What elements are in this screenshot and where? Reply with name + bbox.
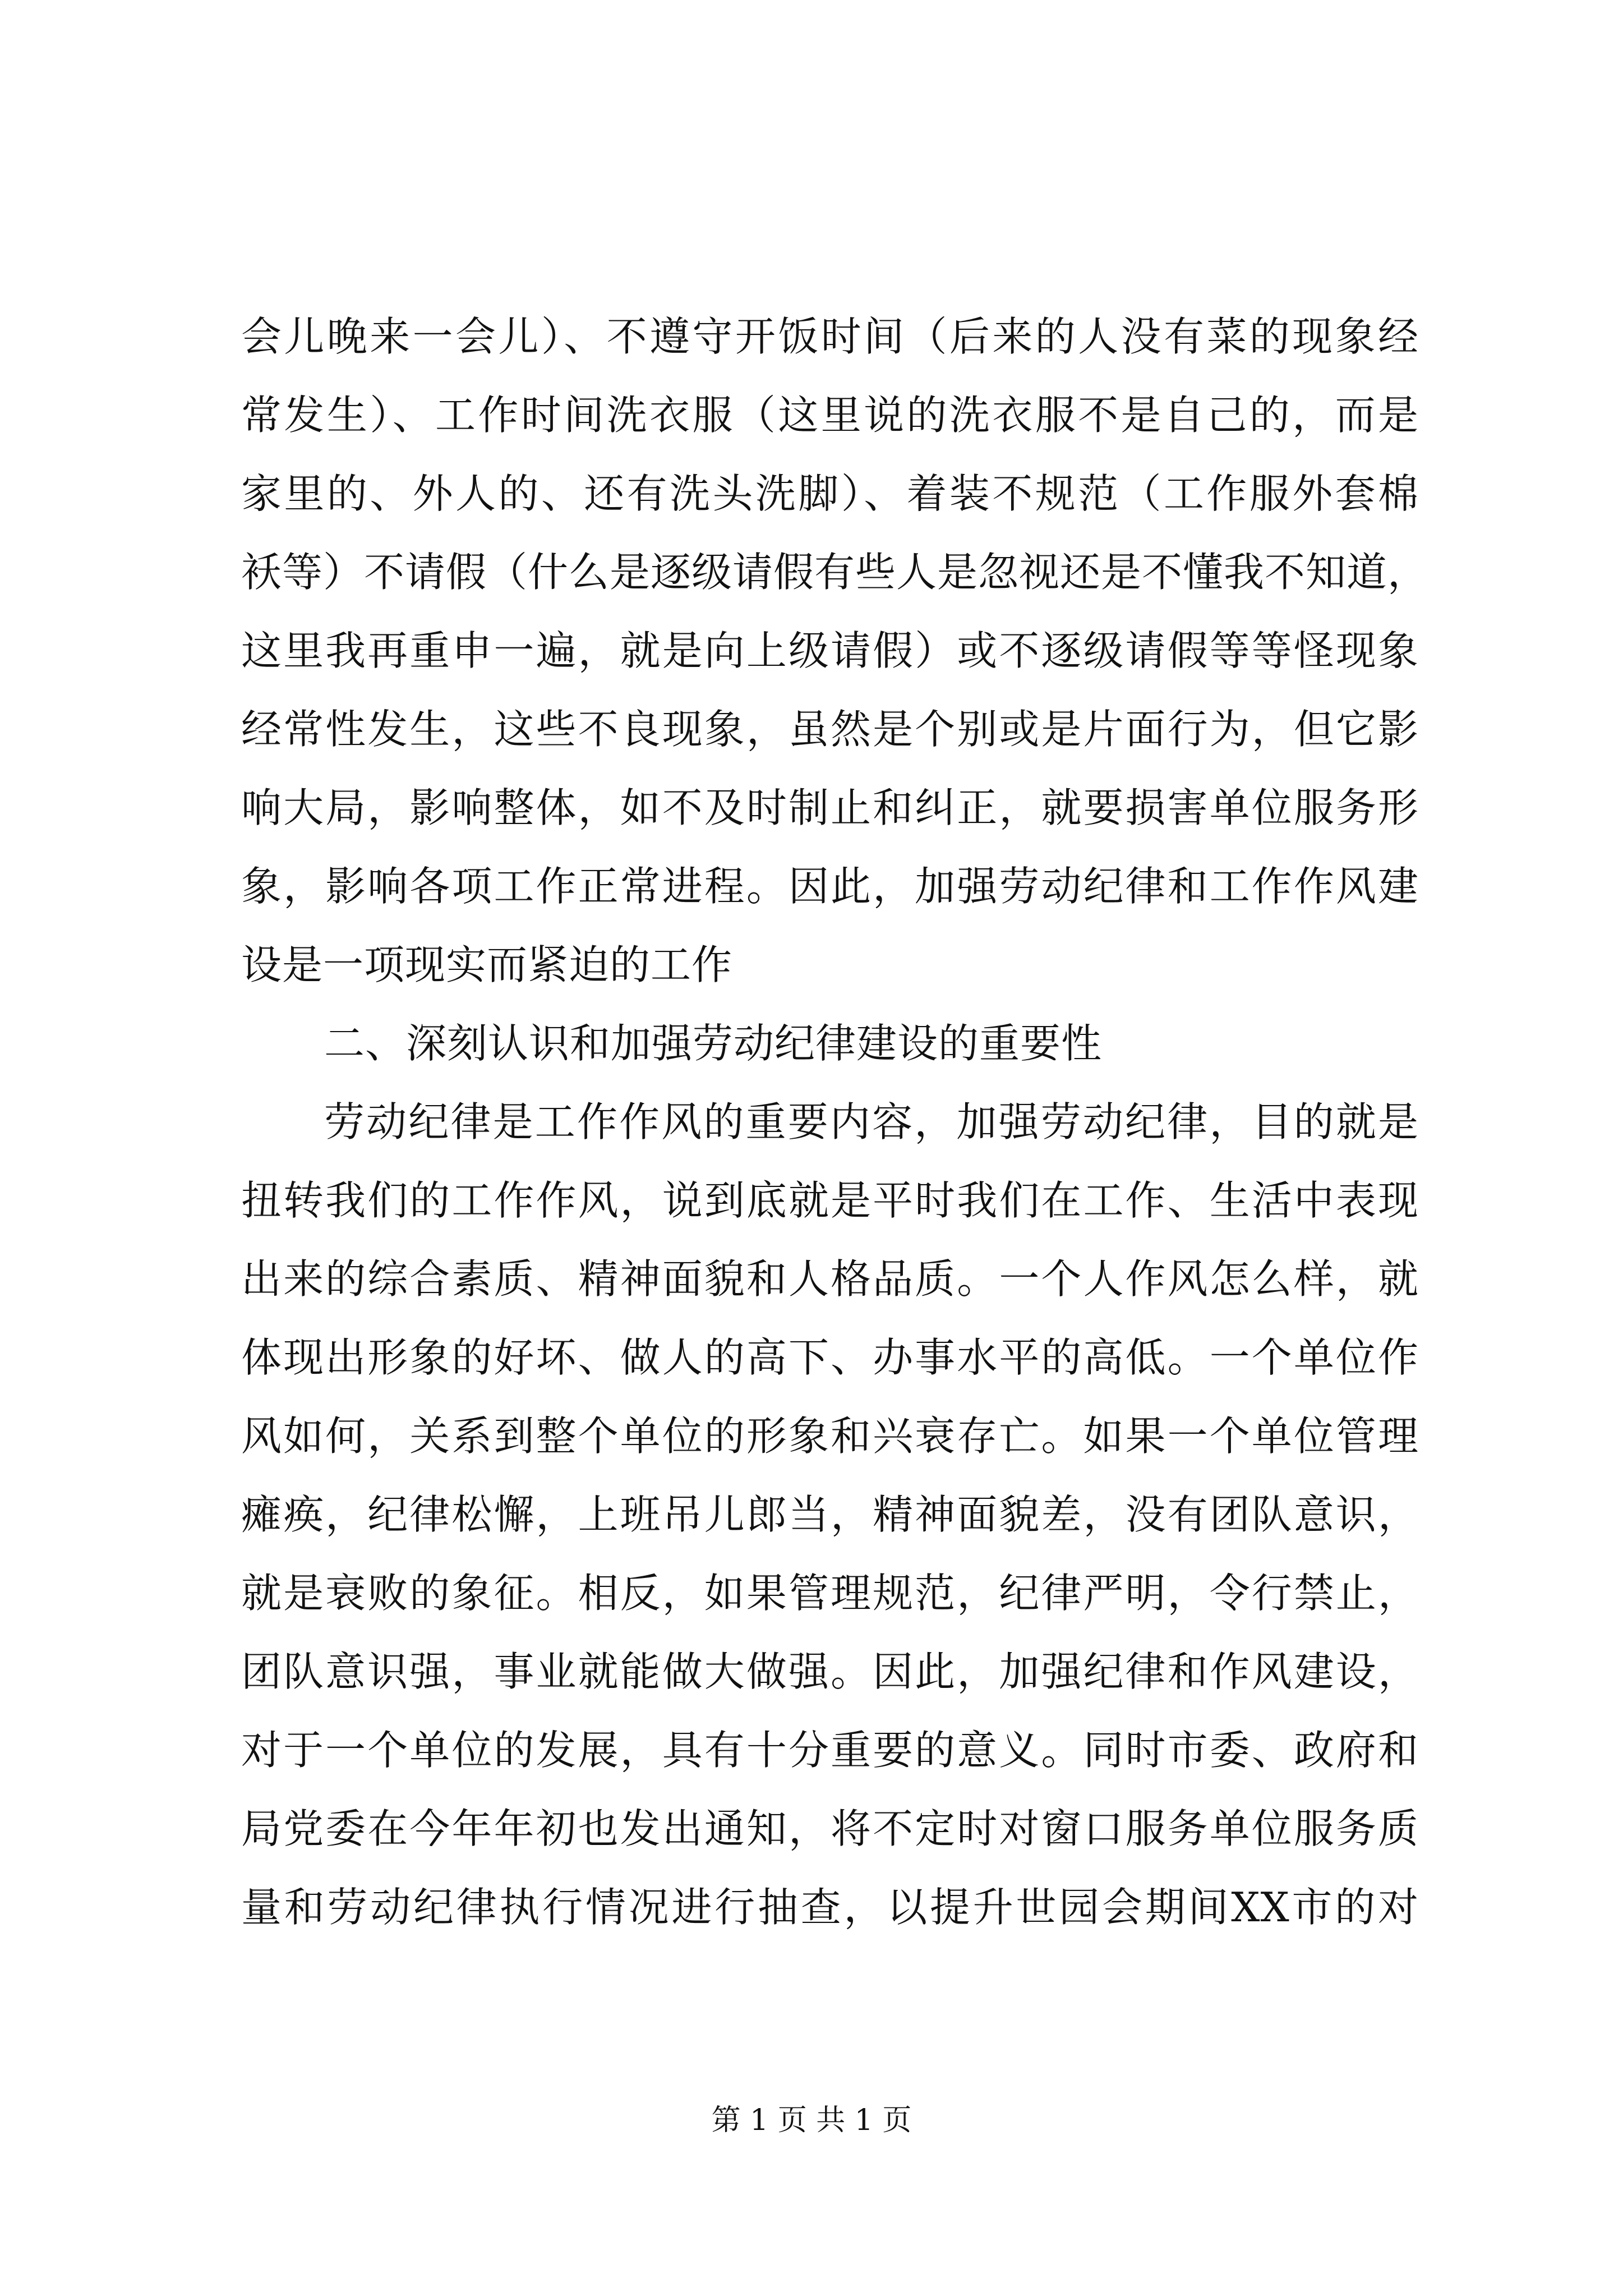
- text-line: 扭转我们的工作作风，说到底就是平时我们在工作、生活中表现: [241, 1177, 1419, 1224]
- text-line: 这里我再重申一遍，就是向上级请假）或不逐级请假等等怪现象: [241, 627, 1419, 674]
- text-line: 体现出形象的好坏、做人的高下、办事水平的高低。一个单位作: [241, 1334, 1419, 1381]
- text-line: 象，影响各项工作正常进程。因此，加强劳动纪律和工作作风建: [241, 863, 1419, 910]
- text-line: 局党委在今年年初也发出通知，将不定时对窗口服务单位服务质: [241, 1805, 1419, 1852]
- text-line: 设是一项现实而紧迫的工作: [241, 941, 733, 988]
- text-line: 出来的综合素质、精神面貌和人格品质。一个人作风怎么样，就: [241, 1255, 1419, 1303]
- text-line: 瘫痪，纪律松懈，上班吊儿郎当，精神面貌差，没有团队意识，: [241, 1491, 1419, 1538]
- text-line: 风如何，关系到整个单位的形象和兴衰存亡。如果一个单位管理: [241, 1412, 1419, 1460]
- text-line: 会儿晚来一会儿）、不遵守开饭时间（后来的人没有菜的现象经: [241, 313, 1419, 360]
- text-line: 经常性发生，这些不良现象，虽然是个别或是片面行为，但它影: [241, 706, 1419, 753]
- text-line: 常发生）、工作时间洗衣服（这里说的洗衣服不是自己的，而是: [241, 392, 1419, 439]
- text-line: 袄等）不请假（什么是逐级请假有些人是忽视还是不懂我不知道，: [241, 549, 1429, 596]
- section-heading: 二、深刻认识和加强劳动纪律建设的重要性: [324, 1020, 1103, 1067]
- text-line: 团队意识强，事业就能做大做强。因此，加强纪律和作风建设，: [241, 1648, 1419, 1695]
- text-line: 就是衰败的象征。相反，如果管理规范，纪律严明，令行禁止，: [241, 1570, 1419, 1617]
- page-footer: 第 1 页 共 1 页: [711, 2104, 912, 2137]
- text-line: 对于一个单位的发展，具有十分重要的意义。同时市委、政府和: [241, 1727, 1419, 1774]
- text-line: 劳动纪律是工作作风的重要内容，加强劳动纪律，目的就是: [324, 1098, 1419, 1145]
- text-line: 量和劳动纪律执行情况进行抽查，以提升世园会期间XX市的对: [241, 1884, 1419, 1931]
- text-line: 家里的、外人的、还有洗头洗脚）、着装不规范（工作服外套棉: [241, 470, 1419, 517]
- text-line: 响大局，影响整体，如不及时制止和纠正，就要损害单位服务形: [241, 784, 1419, 831]
